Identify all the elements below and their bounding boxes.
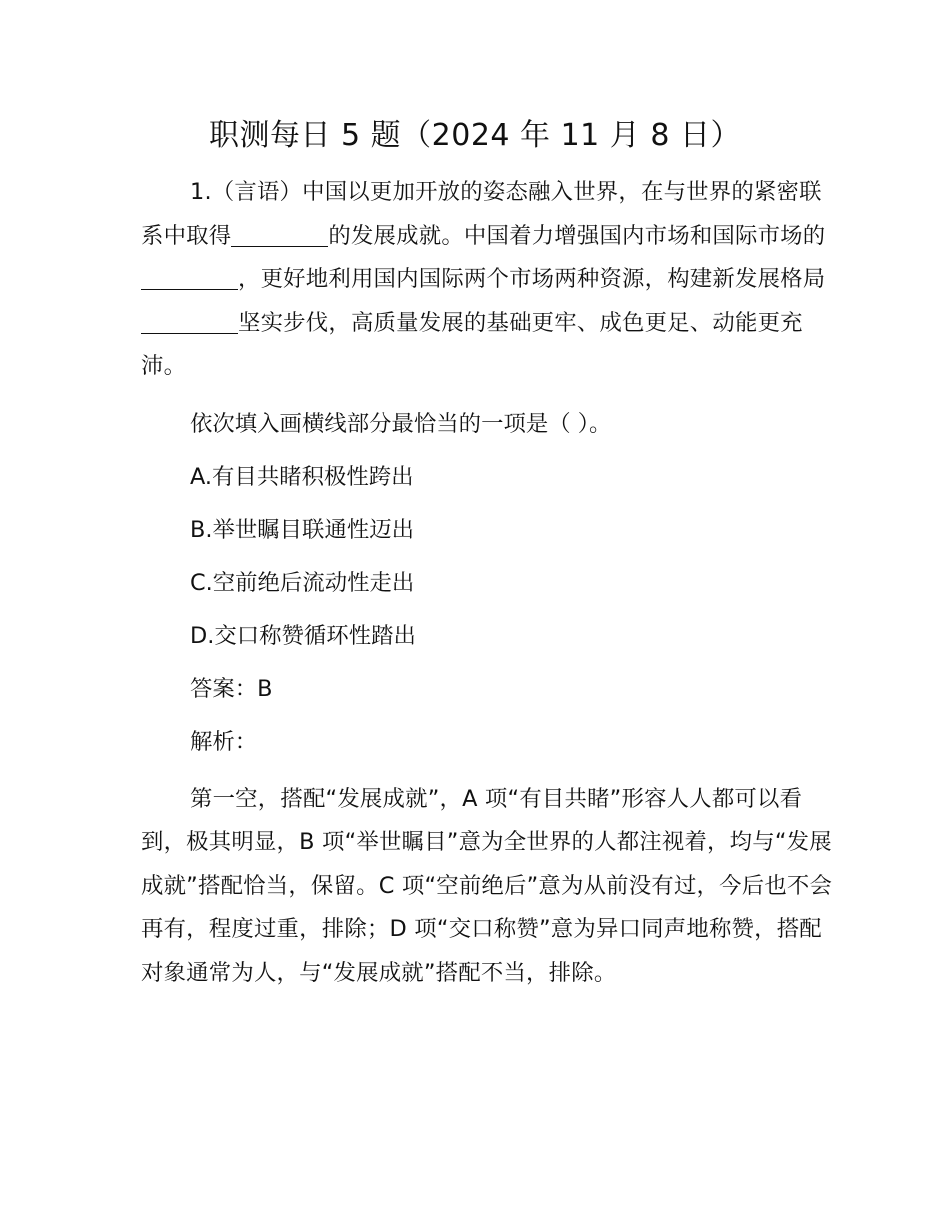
- question-block: [141, 171, 833, 995]
- stem-text-3: ，更好地利用国内国际两个市场两种资源，构建新发展格局: [238, 266, 826, 292]
- option-c: C.空前绝后流动性走出: [190, 569, 415, 596]
- analysis-text: 第一空，搭配“发展成就”，A 项“有目共睹”形容人人都可以看到，极其明显，B 项“举世瞩目”意为全世界的人都注视着，均与“发展成就”搭配恰当，保留。C 项“空前绝后”意为从前没有过，今后也不会再有，程度过重，排除；D 项“交口称赞”意为异口同声地称赞，搭配对象通常为人，与“发展成就”搭配不当，排除。: [141, 785, 833, 986]
- option-d: D.交口称赞循环性踏出: [190, 622, 416, 649]
- page-title: 职测每日 5 题（2024 年 11 月 8 日）: [209, 118, 741, 153]
- blank-line-1: [231, 222, 328, 247]
- stem-text-1: 1.（言语）中国以更加开放的姿态融入世界，在与世界的紧密联系中取得: [141, 179, 822, 249]
- question-prompt: 依次填入画横线部分最恰当的一项是（ ）。: [190, 410, 612, 437]
- stem-text-2: 的发展成就。中国着力增强国内市场和国际市场的: [328, 222, 826, 249]
- answer: 答案：B: [190, 675, 273, 702]
- blank-line-3: [141, 309, 238, 334]
- blank-line-2: [141, 266, 238, 291]
- option-a: A.有目共睹积极性跨出: [190, 463, 414, 490]
- stem-text-4: 坚实步伐，高质量发展的基础更牢、成色更足、动能更充沛。: [141, 309, 803, 379]
- option-b: B.举世瞩目联通性迈出: [190, 516, 414, 543]
- analysis-label: 解析：: [190, 728, 258, 755]
- question-stem: [141, 171, 833, 389]
